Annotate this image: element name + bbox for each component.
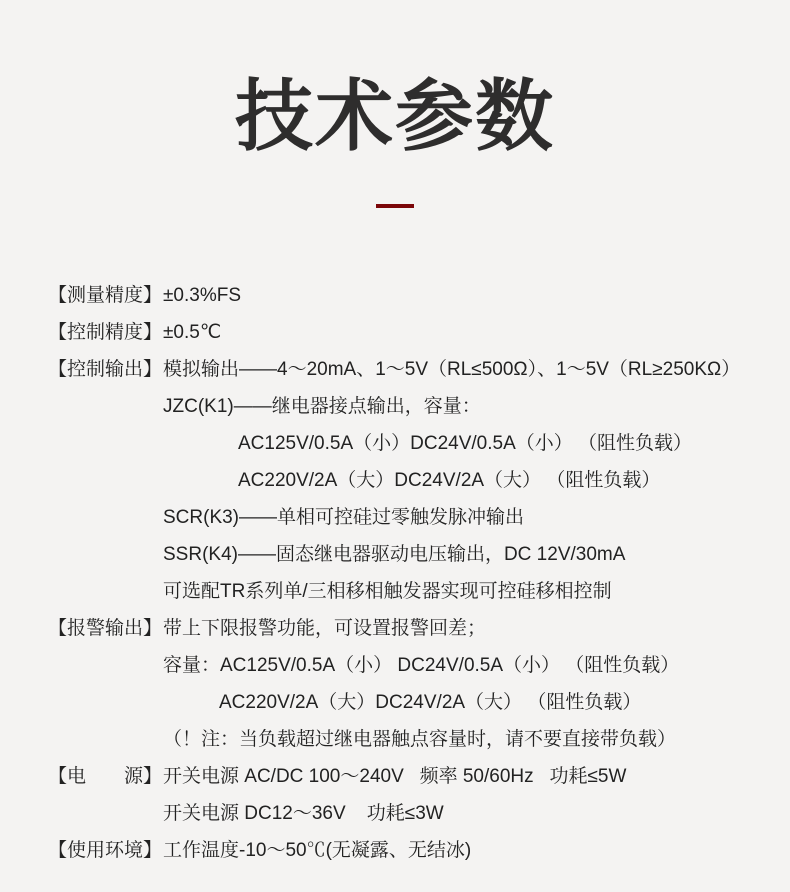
spec-row <box>48 832 780 869</box>
spec-row <box>48 610 780 758</box>
spec-content <box>163 277 780 314</box>
spec-row <box>48 277 780 314</box>
spec-content <box>163 610 780 758</box>
spec-line: （！注：当负载超过继电器触点容量时，请不要直接带负载） <box>163 729 677 750</box>
spec-list <box>0 277 790 869</box>
spec-label: 【使用环境】 <box>48 840 163 861</box>
spec-label: 【电 源】 <box>48 766 163 787</box>
spec-row <box>48 314 780 351</box>
spec-line: SCR(K3)——单相可控硅过零触发脉冲输出 <box>163 507 525 528</box>
spec-content <box>163 758 780 832</box>
spec-line: AC220V/2A（大）DC24V/2A（大） （阻性负载） <box>238 470 661 491</box>
title-accent-divider <box>376 204 414 208</box>
spec-content <box>163 314 780 351</box>
spec-label: 【控制精度】 <box>48 322 163 343</box>
spec-row <box>48 351 780 610</box>
spec-line: AC125V/0.5A（小）DC24V/0.5A（小） （阻性负载） <box>238 433 693 454</box>
spec-row <box>48 758 780 832</box>
spec-label: 【控制输出】 <box>48 359 163 380</box>
spec-line: 模拟输出——4～20mA、1～5V（RL≤500Ω）、1～5V（RL≥250KΩ） <box>163 359 741 380</box>
tech-params-page <box>0 72 790 892</box>
spec-line: 带上下限报警功能，可设置报警回差； <box>163 618 487 639</box>
spec-line: AC220V/2A（大）DC24V/2A（大） （阻性负载） <box>219 692 642 713</box>
spec-line: 容量：AC125V/0.5A（小） DC24V/0.5A（小） （阻性负载） <box>163 655 680 676</box>
spec-line: 工作温度-10～50℃(无凝露、无结冰) <box>163 840 472 861</box>
spec-content <box>163 832 780 869</box>
spec-label: 【测量精度】 <box>48 285 163 306</box>
spec-line: SSR(K4)——固态继电器驱动电压输出，DC 12V/30mA <box>163 544 626 565</box>
spec-line: ±0.5℃ <box>163 322 222 343</box>
spec-line: ±0.3%FS <box>163 285 242 306</box>
spec-line: 开关电源 DC12～36V 功耗≤3W <box>163 803 444 824</box>
spec-label: 【报警输出】 <box>48 618 163 639</box>
page-title: 技术参数 <box>234 72 555 160</box>
spec-line: 开关电源 AC/DC 100～240V 频率 50/60Hz 功耗≤5W <box>163 766 627 787</box>
spec-line: 可选配TR系列单/三相移相触发器实现可控硅移相控制 <box>163 581 612 602</box>
spec-content <box>163 351 780 610</box>
spec-line: JZC(K1)——继电器接点输出，容量： <box>163 396 481 417</box>
